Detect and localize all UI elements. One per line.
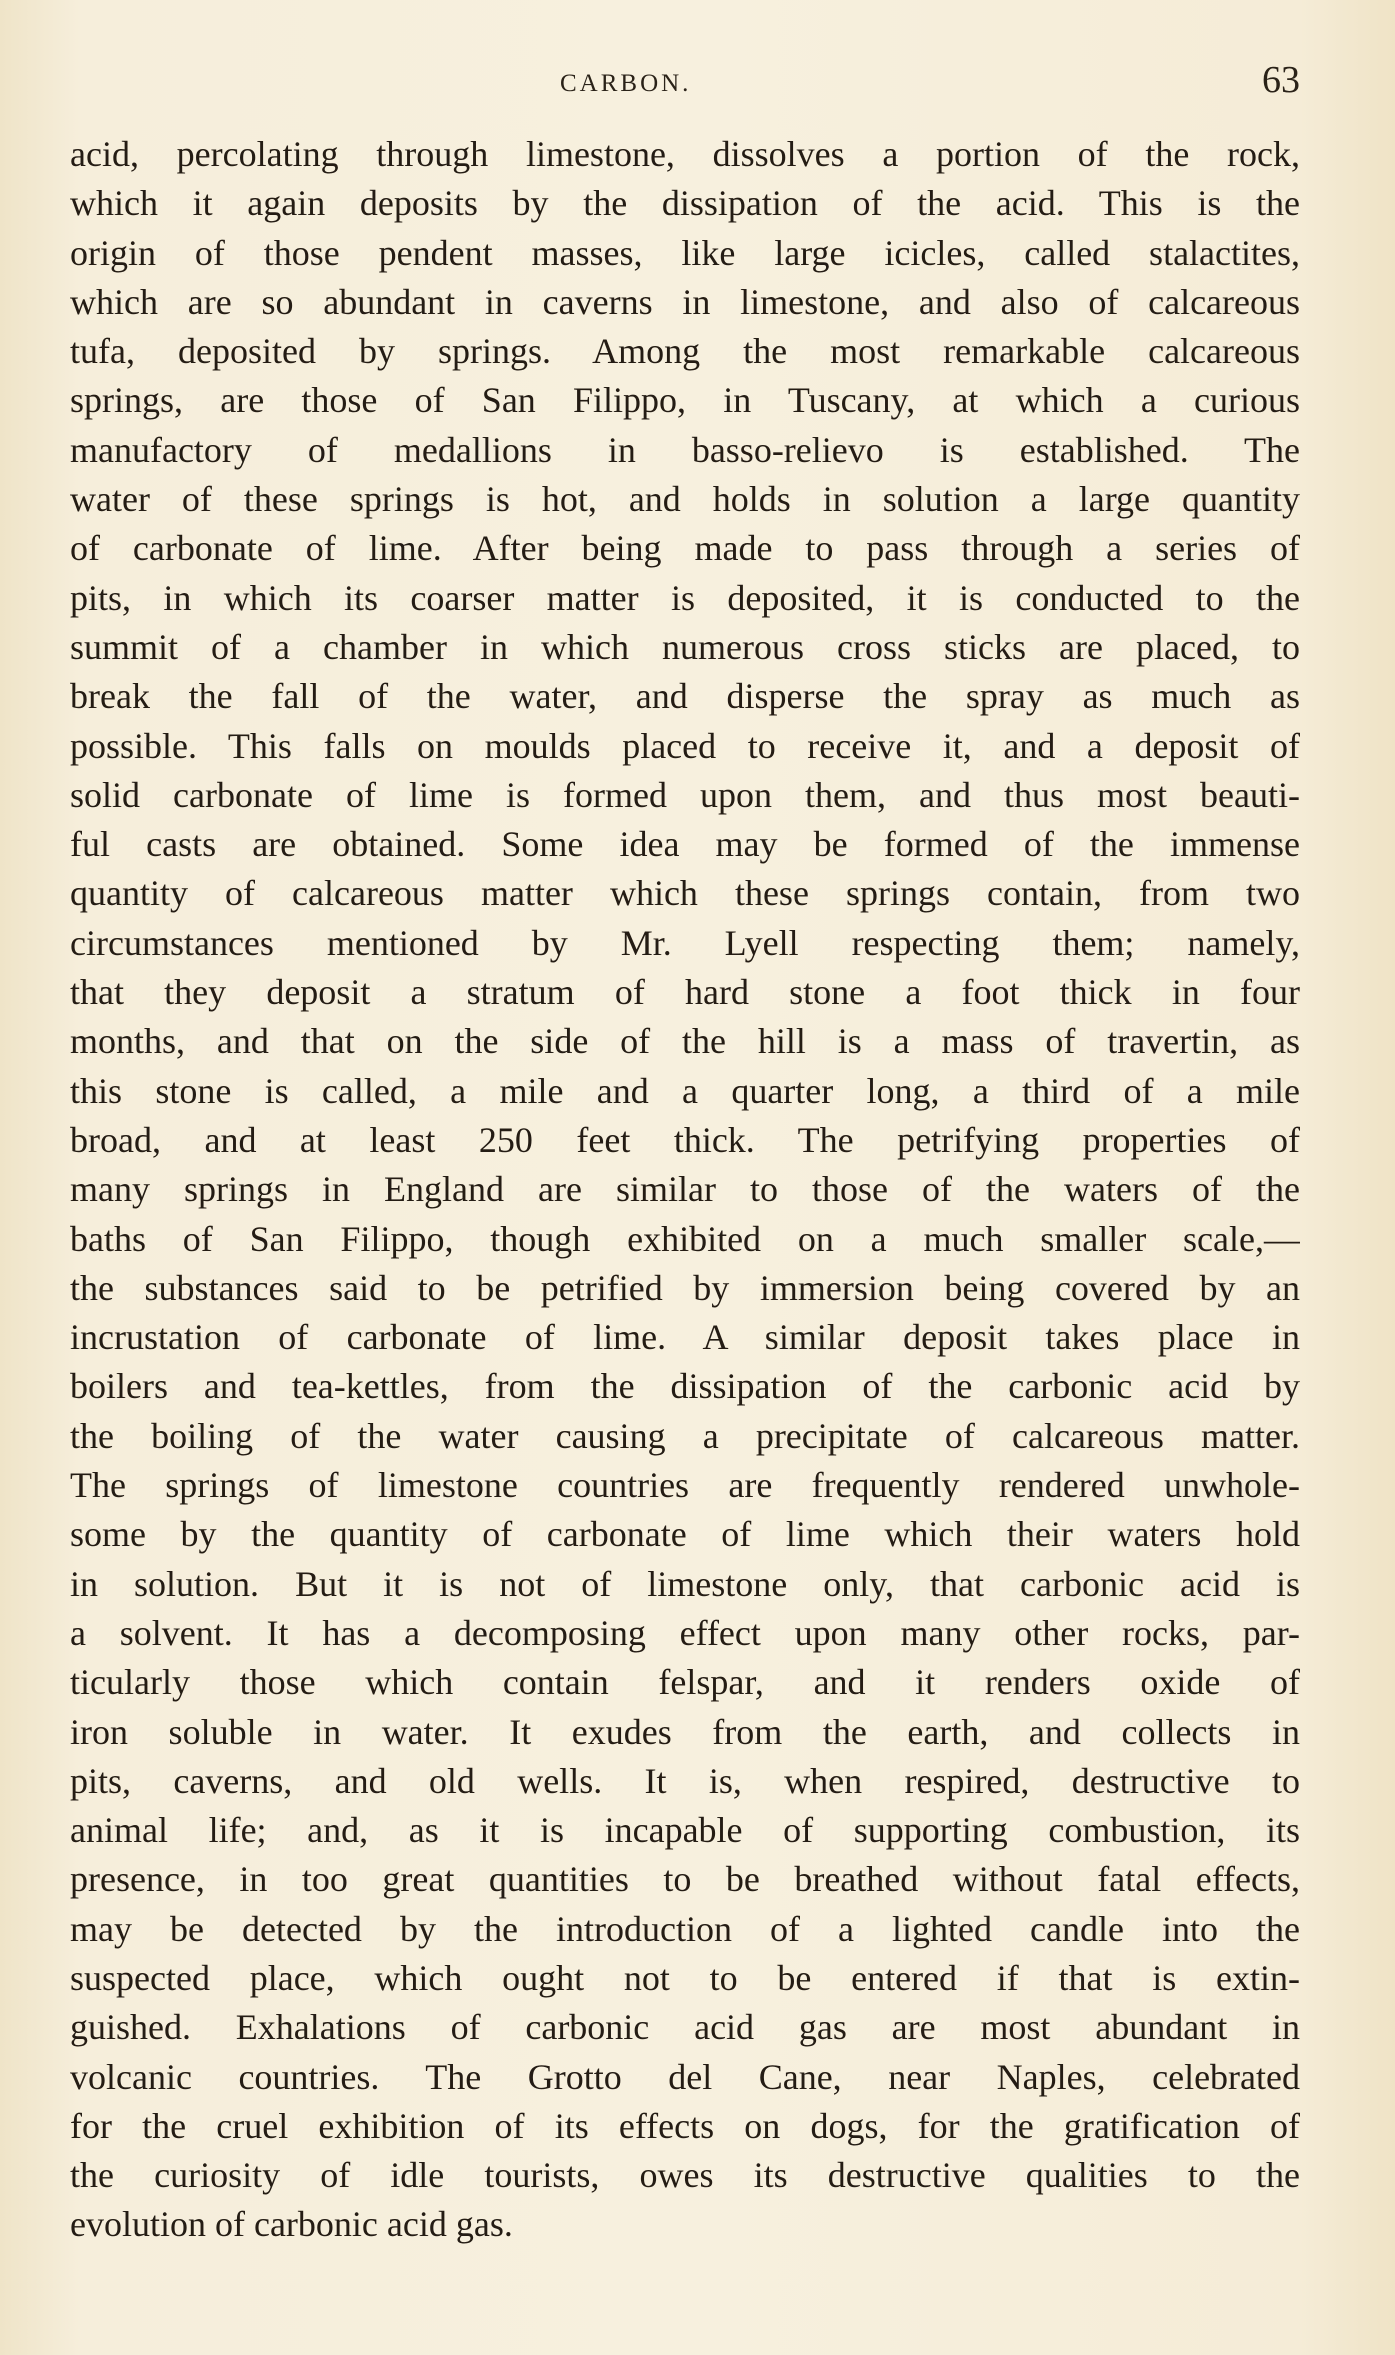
text-line: water of these springs is hot, and holds in solution a large quantity	[70, 479, 1300, 520]
text-line: acid, percolating through limestone, dissolves a portion of the rock,	[70, 134, 1300, 174]
text-line: summit of a chamber in which numerous cross sticks are placed, to	[70, 626, 1300, 667]
text-line: broad, and at least 250 feet thick. The petrifying properties of	[70, 1119, 1300, 1160]
text-line: baths of San Filippo, though exhibited on a much smaller scale,—	[70, 1218, 1300, 1259]
text-line: which are so abundant in caverns in limestone, and also of calcareous	[70, 281, 1300, 322]
text-line: animal life; and, as it is incapable of supporting combustion, its	[70, 1810, 1300, 1851]
text-line: pits, in which its coarser matter is deposited, it is conducted to the	[70, 577, 1300, 618]
text-line: incrustation of carbonate of lime. A similar deposit takes place in	[70, 1317, 1300, 1358]
text-line: may be detected by the introduction of a lighted candle into the	[70, 1908, 1300, 1949]
page-number: 63	[1262, 59, 1300, 101]
text-line: quantity of calcareous matter which these springs contain, from two	[70, 873, 1300, 914]
running-head-title: CARBON.	[560, 70, 692, 97]
text-line: solid carbonate of lime is formed upon them, and thus most beauti-	[70, 774, 1300, 815]
text-line: some by the quantity of carbonate of lime which their waters hold	[70, 1514, 1300, 1555]
text-line: manufactory of medallions in basso-relievo is established. The	[70, 429, 1300, 470]
text-line: boilers and tea-kettles, from the dissipation of the carbonic acid by	[70, 1366, 1300, 1407]
text-line: suspected place, which ought not to be entered if that is extin-	[70, 1957, 1300, 1998]
text-line: iron soluble in water. It exudes from the earth, and collects in	[70, 1711, 1300, 1752]
body-text	[70, 130, 1300, 2250]
text-line: tufa, deposited by springs. Among the most remarkable calcareous	[70, 331, 1300, 372]
text-line: for the cruel exhibition of its effects on dogs, for the gratification of	[70, 2105, 1300, 2146]
text-line: in solution. But it is not of limestone only, that carbonic acid is	[70, 1563, 1300, 1604]
text-line: ticularly those which contain felspar, and it renders oxide of	[70, 1662, 1300, 1703]
text-line: origin of those pendent masses, like large icicles, called stalactites,	[70, 232, 1300, 273]
text-line: The springs of limestone countries are frequently rendered unwhole-	[70, 1465, 1300, 1506]
text-line: which it again deposits by the dissipation of the acid. This is the	[70, 183, 1300, 224]
text-line: the curiosity of idle tourists, owes its destructive qualities to the	[70, 2155, 1300, 2196]
text-line: circumstances mentioned by Mr. Lyell respecting them; namely,	[70, 922, 1300, 963]
text-line: the substances said to be petrified by immersion being covered by an	[70, 1267, 1300, 1308]
text-line: many springs in England are similar to those of the waters of the	[70, 1169, 1300, 1210]
text-line: pits, caverns, and old wells. It is, when respired, destructive to	[70, 1760, 1300, 1801]
running-head	[70, 58, 1300, 108]
text-line: volcanic countries. The Grotto del Cane, near Naples, celebrated	[70, 2056, 1300, 2097]
text-line: evolution of carbonic acid gas.	[70, 2204, 513, 2245]
text-line: presence, in too great quantities to be breathed without fatal effects,	[70, 1859, 1300, 1900]
text-line: the boiling of the water causing a precipitate of calcareous matter.	[70, 1415, 1300, 1456]
text-line: ful casts are obtained. Some idea may be formed of the immense	[70, 824, 1300, 865]
text-line: springs, are those of San Filippo, in Tuscany, at which a curious	[70, 380, 1300, 421]
text-line: a solvent. It has a decomposing effect upon many other rocks, par-	[70, 1612, 1300, 1653]
text-line: months, and that on the side of the hill is a mass of travertin, as	[70, 1021, 1300, 1062]
text-line: possible. This falls on moulds placed to receive it, and a deposit of	[70, 725, 1300, 766]
text-line: that they deposit a stratum of hard stone a foot thick in four	[70, 972, 1300, 1013]
text-line: break the fall of the water, and disperse the spray as much as	[70, 676, 1300, 717]
text-line: this stone is called, a mile and a quarter long, a third of a mile	[70, 1070, 1300, 1111]
text-line: of carbonate of lime. After being made to pass through a series of	[70, 528, 1300, 569]
text-line: guished. Exhalations of carbonic acid gas are most abundant in	[70, 2007, 1300, 2048]
